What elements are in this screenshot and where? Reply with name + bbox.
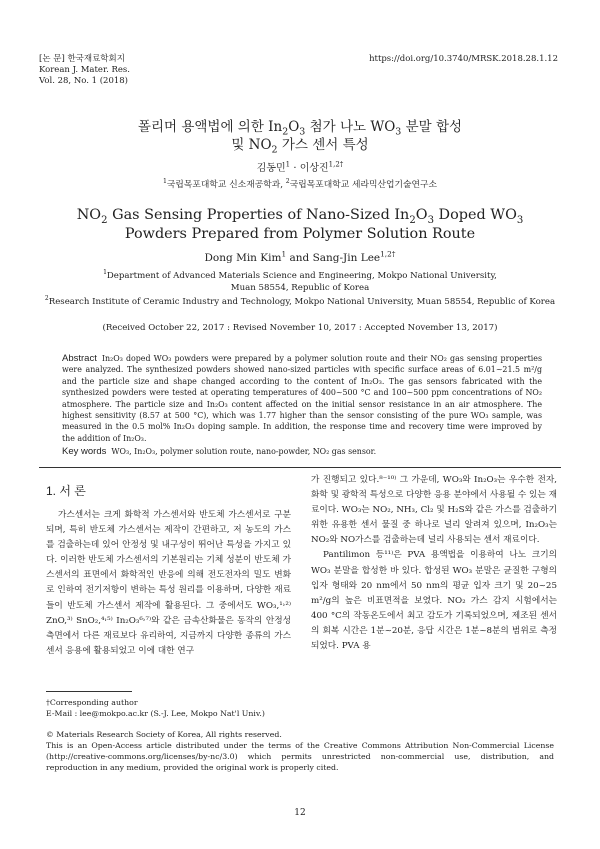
- section-title: 1. 서 론: [46, 484, 86, 498]
- body-column-left: [46, 508, 291, 659]
- title-korean: 폴리머 용액법에 의한 $In_2O_3$ 첨가 나노 $WO_3$ 분말 합성 및 $NO_2$ 가스 센서 특성: [137, 119, 463, 156]
- journal-header: [39, 54, 130, 87]
- authors-korean: 김동민$^1$ · 이상진$^{1,2\dagger}$: [256, 160, 344, 174]
- footnote-corresponding: †Corresponding author E-Mail : lee@mokpo.ac.kr (S.-J. Lee, Mokpo Nat'l Univ.): [46, 698, 265, 718]
- license-text: This is an Open-Access article distributed under the terms of the Creative Commons Attribution Non-Commercial License (http://creative-commons.org/licenses/by-nc/3.0) which permits unrestricted non-commercial use, distribution, and reproduction in any medium, provided the original work is properly cited.: [46, 741, 554, 772]
- keywords: [62, 446, 542, 457]
- abstract-divider: [39, 467, 561, 468]
- paragraph: 가스센서는 크게 화학적 가스센서와 반도체 가스센서로 구분되며, 특히 반도체 가스센서는 제작이 간편하고, 저 농도의 가스를 검출하는데 있어 안정성 및 내구성이 뛰어난 특성을 가지고 있다. 이러한 반도체 가스센서의 기본원리는 기체 성분이 반도체 가스센서의 표면에서 화학적인 반응에 의해 전도전자의 밀도 변화로 인하여 전기저항이 변하는 특성 원리를 이용하며, 다양한 재료들이 반도체 가스센서 제작에 활용된다. 그 중에서도 WO₃,¹˒²⁾ ZnO,³⁾ SnO₂,⁴˒⁵⁾ In₂O₃⁶˒⁷⁾와 같은 금속산화물은 동작의 안정성 측면에서 다른 재료보다 유리하여, 지금까지 다양한 종류의 가스센서 응용에 활용되었고 이에 대한 연구: [46, 510, 291, 656]
- page-number: 12: [294, 808, 306, 818]
- abstract-label: Abstract: [62, 353, 97, 364]
- footnote-license: [46, 729, 554, 773]
- keywords-text: WO₃, In₂O₃, polymer solution route, nano-powder, NO₂ gas sensor.: [111, 447, 377, 456]
- paragraph: 가 진행되고 있다.⁸⁻¹⁰⁾ 그 가운데, WO₃와 In₂O₃는 우수한 전자, 화학 및 광학적 특성으로 다양한 응용 분야에서 사용될 수 있는 재료이다. WO₃는 NO₂, NH₃, Cl₂ 및 H₂S와 같은 가스를 검출하기 위한 유용한 센서 물질 중 하나로 널리 알려져 있으며, In₂O₃는 NO₂와 NO가스를 검출하는데 널리 사용되는 센서 재료이다.: [311, 475, 557, 546]
- abstract: [62, 353, 542, 444]
- journal-name-en: Korean J. Mater. Res.: [39, 65, 130, 75]
- body-column-right: [311, 473, 557, 654]
- journal-name-ko: [논 문] 한국재료학회지: [39, 54, 125, 64]
- author-email: E-Mail : lee@mokpo.ac.kr (S.-J. Lee, Mokpo Nat'l Univ.): [46, 709, 265, 718]
- affiliation-english: $^1$Department of Advanced Materials Science and Engineering, Mokpo National University, Muan 58554, Republic of Korea $^2$Research Institute of Ceramic Industry and Technology, Mokpo National University, Muan 58554, Republic of Korea: [44, 269, 556, 307]
- copyright-notice: © Materials Research Society of Korea, All rights reserved.: [46, 730, 282, 739]
- received-dates: (Received October 22, 2017 : Revised November 10, 2017 : Accepted November 13, 2017): [102, 323, 498, 333]
- doi-link[interactable]: https://doi.org/10.3740/MRSK.2018.28.1.12: [369, 54, 558, 64]
- affiliation-korean: $^1$국립목포대학교 신소재공학과, $^2$국립목포대학교 세라믹산업기술연구소: [163, 178, 437, 190]
- paragraph: Pantilimon 등¹¹⁾은 PVA 용액법을 이용하여 나노 크기의 WO₃ 분말을 합성한 바 있다. 합성된 WO₃ 분말은 균질한 구형의 입자 형태와 20 nm에서 50 nm의 평균 입자 크기 및 20~25 m²/g의 높은 비표면적을 보였다. NO₂ 가스 감지 시험에서는 400 °C의 작동온도에서 최고 감도가 기록되었으며, 제조된 센서의 회복 시간은 1분~20분, 응답 시간은 1분~8분의 범위로 측정되었다. PVA 용: [311, 550, 557, 652]
- abstract-text: In₂O₃ doped WO₃ powders were prepared by a polymer solution route and their NO₂ gas sensing properties were analyzed. The synthesized powders showed nano-sized particles with specific surface areas of 6.01~21.5 m²/g and the particle size and shape changed according to the content of In₂O₃. The gas sensors fabricated with the synthesized powders were tested at operating temperatures of 400~500 °C and 100~500 ppm concentrations of NO₂ atmosphere. The particle size and In₂O₃ content affected on the initial sensor resistance in an air atmosphere. The highest sensitivity (8.57 at 500 °C), which was 1.77 higher than the sensor consisting of the pure WO₃ sample, was measured in the 0.5 mol% In₂O₃ doping sample. In addition, the response time and recovery time were improved by the addition of In₂O₃.: [62, 354, 542, 443]
- keywords-label: Key words: [62, 446, 107, 457]
- footnote-rule: [46, 691, 132, 692]
- title-english: $NO_2$ Gas Sensing Properties of Nano-Sized $In_2O_3$ Doped $WO_3$ Powders Prepared from Polymer Solution Route: [76, 207, 524, 242]
- authors-english: Dong Min Kim$^1$ and Sang-Jin Lee$^{1,2\dagger}$: [204, 249, 396, 264]
- journal-volume: Vol. 28, No. 1 (2018): [39, 76, 129, 86]
